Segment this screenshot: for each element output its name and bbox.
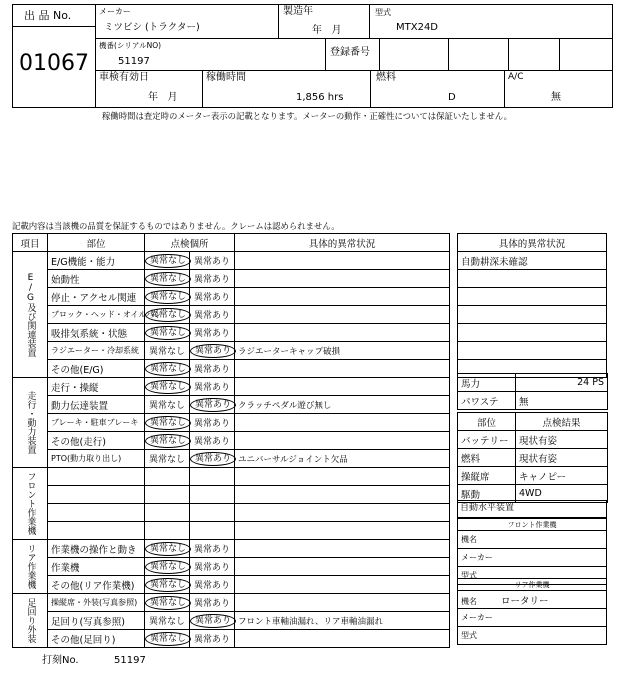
row-detail bbox=[235, 522, 450, 540]
normal-mark: 異常なし bbox=[148, 617, 185, 627]
rear-implement-table bbox=[457, 578, 607, 645]
inspection-suffix: 年 月 bbox=[148, 92, 178, 103]
normal-mark: 異常なし bbox=[145, 416, 191, 430]
abnormal-mark: 異常あり bbox=[194, 437, 231, 447]
abnormal-cell bbox=[190, 324, 235, 342]
inspect-header-part: 部位 bbox=[458, 413, 516, 431]
row-part: E/G機能・能力 bbox=[48, 252, 145, 270]
row-part: ブロック・ヘッド・オイルパン bbox=[48, 306, 145, 324]
section-name: リア作業機 bbox=[25, 544, 36, 589]
power-label: 馬力 bbox=[458, 374, 516, 392]
normal-cell bbox=[145, 432, 190, 450]
power-steering-value: 無 bbox=[516, 392, 608, 410]
row-part: PTO(動力取り出し) bbox=[48, 450, 145, 468]
normal-cell bbox=[145, 252, 190, 270]
lot-number: 01067 bbox=[19, 51, 89, 76]
abnormal-cell bbox=[190, 252, 235, 270]
disclaimer: 記載内容は当該機の品質を保証するものではありません。クレームは認められません。 bbox=[12, 221, 340, 231]
table-row bbox=[13, 450, 450, 468]
abnormal-line-row bbox=[458, 342, 607, 360]
table-row bbox=[13, 360, 450, 378]
inspect-part: 操縦席 bbox=[458, 467, 516, 485]
normal-cell bbox=[145, 360, 190, 378]
power-table bbox=[457, 373, 608, 410]
normal-cell bbox=[145, 630, 190, 648]
abnormal-cell bbox=[190, 486, 235, 504]
row-detail: ユニバーサルジョイント欠品 bbox=[235, 450, 450, 468]
implement-row bbox=[458, 549, 607, 567]
row-part: 吸排気系統・状態 bbox=[48, 324, 145, 342]
section-label bbox=[13, 594, 48, 648]
model-value: MTX24D bbox=[396, 22, 439, 33]
normal-cell bbox=[145, 288, 190, 306]
row-part: 作業機の操作と動き bbox=[48, 540, 145, 558]
inspect-result: キャノピー bbox=[516, 467, 608, 485]
table-row bbox=[13, 378, 450, 396]
front-implement-table bbox=[457, 518, 607, 585]
row-detail bbox=[235, 540, 450, 558]
normal-cell bbox=[145, 558, 190, 576]
power-value: 24 PS bbox=[516, 374, 608, 392]
abnormal-mark: 異常あり bbox=[190, 452, 236, 466]
inspect-part: バッテリー bbox=[458, 431, 516, 449]
section-name: 足回り外装 bbox=[25, 598, 36, 643]
maker-value: ミツビシ (トラクター) bbox=[104, 22, 200, 33]
abnormal-line bbox=[458, 288, 607, 306]
normal-mark: 異常なし bbox=[145, 542, 191, 556]
abnormal-line bbox=[458, 306, 607, 324]
table-row bbox=[13, 540, 450, 558]
row-part: 作業機 bbox=[48, 558, 145, 576]
stamp-value: 51197 bbox=[114, 655, 146, 666]
section-name: フロント作業機 bbox=[25, 472, 36, 535]
abnormal-cell bbox=[190, 396, 235, 414]
table-row bbox=[13, 468, 450, 486]
normal-mark: 異常なし bbox=[145, 254, 191, 268]
row-detail bbox=[235, 486, 450, 504]
normal-cell bbox=[145, 468, 190, 486]
abnormal-cell bbox=[190, 630, 235, 648]
row-detail bbox=[235, 504, 450, 522]
inspection-result-table bbox=[457, 412, 608, 503]
hours-label: 稼働時間 bbox=[206, 72, 246, 83]
abnormal-mark: 異常あり bbox=[190, 398, 236, 412]
table-header-row bbox=[13, 234, 450, 252]
abnormal-line-row bbox=[458, 324, 607, 342]
front-header: フロント作業機 bbox=[458, 519, 607, 531]
abnormal-mark: 異常あり bbox=[190, 344, 236, 358]
implement-cell bbox=[458, 591, 607, 609]
row-part: ブレーキ・駐車ブレーキ bbox=[48, 414, 145, 432]
section-label bbox=[13, 252, 48, 378]
implement-label: 機名 bbox=[461, 596, 477, 606]
abnormal-cell bbox=[190, 450, 235, 468]
normal-mark: 異常なし bbox=[145, 434, 191, 448]
row-detail bbox=[235, 378, 450, 396]
table-row bbox=[13, 342, 450, 360]
row-detail bbox=[235, 324, 450, 342]
section-label bbox=[13, 540, 48, 594]
row-part: 停止・アクセル関連 bbox=[48, 288, 145, 306]
row-part: 動力伝達装置 bbox=[48, 396, 145, 414]
normal-cell bbox=[145, 396, 190, 414]
row-detail bbox=[235, 576, 450, 594]
auto-level-label: 自動水平装置 bbox=[460, 503, 515, 513]
implement-cell bbox=[458, 609, 607, 627]
row-detail bbox=[235, 630, 450, 648]
row-part: その他(E/G) bbox=[48, 360, 145, 378]
abnormal-line bbox=[458, 324, 607, 342]
abnormal-mark: 異常あり bbox=[194, 581, 231, 591]
abnormal-cell bbox=[190, 594, 235, 612]
normal-cell bbox=[145, 450, 190, 468]
normal-cell bbox=[145, 576, 190, 594]
table-row bbox=[13, 594, 450, 612]
abnormal-cell bbox=[190, 612, 235, 630]
normal-cell bbox=[145, 306, 190, 324]
normal-mark: 異常なし bbox=[145, 560, 191, 574]
normal-mark: 異常なし bbox=[145, 578, 191, 592]
year-label: 製造年 bbox=[283, 6, 313, 17]
normal-cell bbox=[145, 540, 190, 558]
abnormal-cell bbox=[190, 432, 235, 450]
abnormal-cell bbox=[190, 360, 235, 378]
rear-header: リア作業機 bbox=[458, 579, 607, 591]
table-row bbox=[13, 432, 450, 450]
abnormal-cell bbox=[190, 504, 235, 522]
inspect-header-result: 点検結果 bbox=[516, 413, 608, 431]
normal-mark: 異常なし bbox=[145, 290, 191, 304]
abnormal-cell bbox=[190, 378, 235, 396]
implement-cell bbox=[458, 627, 607, 645]
table-row bbox=[13, 306, 450, 324]
row-part: 操縦席・外装(写真参照) bbox=[48, 594, 145, 612]
inspection-table bbox=[12, 233, 450, 648]
year-suffix: 年 月 bbox=[312, 25, 342, 36]
implement-cell bbox=[458, 549, 607, 567]
abnormal-mark: 異常あり bbox=[194, 563, 231, 573]
row-detail bbox=[235, 306, 450, 324]
inspect-part: 駆動 bbox=[458, 485, 516, 503]
implement-cell bbox=[458, 531, 607, 549]
serial-value: 51197 bbox=[118, 56, 150, 67]
abnormal-cell bbox=[190, 558, 235, 576]
abnormal-cell bbox=[190, 522, 235, 540]
normal-mark: 異常なし bbox=[145, 596, 191, 610]
row-part bbox=[48, 504, 145, 522]
abnormal-line bbox=[458, 270, 607, 288]
row-detail bbox=[235, 468, 450, 486]
row-part bbox=[48, 468, 145, 486]
abnormal-mark: 異常あり bbox=[194, 545, 231, 555]
implement-row bbox=[458, 531, 607, 549]
normal-cell bbox=[145, 324, 190, 342]
abnormal-line-row bbox=[458, 288, 607, 306]
normal-mark: 異常なし bbox=[145, 308, 191, 322]
normal-mark: 異常なし bbox=[145, 272, 191, 286]
abnormal-mark: 異常あり bbox=[194, 329, 231, 339]
abnormal-mark: 異常あり bbox=[194, 419, 231, 429]
row-detail: フロント車軸油漏れ、リア車軸油漏れ bbox=[235, 612, 450, 630]
table-row bbox=[13, 522, 450, 540]
implement-row bbox=[458, 591, 607, 609]
normal-mark: 異常なし bbox=[145, 632, 191, 646]
normal-mark: 異常なし bbox=[148, 455, 185, 465]
abnormal-mark: 異常あり bbox=[194, 383, 231, 393]
normal-cell bbox=[145, 378, 190, 396]
row-detail bbox=[235, 414, 450, 432]
model-label: 型式 bbox=[375, 8, 391, 17]
row-detail bbox=[235, 432, 450, 450]
table-row bbox=[13, 558, 450, 576]
abnormal-line-row bbox=[458, 306, 607, 324]
ac-label: A/C bbox=[508, 72, 524, 82]
implement-value: ロータリー bbox=[501, 595, 549, 607]
abnormal-detail-table bbox=[457, 233, 607, 378]
hours-value: 1,856 hrs bbox=[296, 92, 344, 103]
inspect-row bbox=[458, 449, 608, 467]
power-steering-label: パワステ bbox=[458, 392, 516, 410]
normal-mark: 異常なし bbox=[148, 347, 185, 357]
normal-cell bbox=[145, 612, 190, 630]
table-row bbox=[13, 630, 450, 648]
table-row bbox=[13, 396, 450, 414]
abnormal-mark: 異常あり bbox=[194, 257, 231, 267]
abnormal-line-row bbox=[458, 270, 607, 288]
table-row bbox=[13, 270, 450, 288]
header-check: 点検個所 bbox=[145, 234, 235, 252]
header-part: 部位 bbox=[48, 234, 145, 252]
header-item: 項目 bbox=[13, 234, 48, 252]
row-part: その他(リア作業機) bbox=[48, 576, 145, 594]
abnormal-mark: 異常あり bbox=[194, 635, 231, 645]
abnormal-line bbox=[458, 342, 607, 360]
normal-cell bbox=[145, 486, 190, 504]
abnormal-mark: 異常あり bbox=[194, 293, 231, 303]
inspect-row bbox=[458, 467, 608, 485]
row-part: 走行・操縦 bbox=[48, 378, 145, 396]
inspect-result: 4WD bbox=[516, 485, 608, 503]
normal-cell bbox=[145, 414, 190, 432]
implement-label: 機名 bbox=[461, 535, 477, 544]
abnormal-mark: 異常あり bbox=[194, 599, 231, 609]
row-part bbox=[48, 486, 145, 504]
row-part: 足回り(写真参照) bbox=[48, 612, 145, 630]
table-row bbox=[13, 612, 450, 630]
row-detail bbox=[235, 288, 450, 306]
row-part bbox=[48, 522, 145, 540]
abnormal-header: 具体的異常状況 bbox=[458, 234, 607, 252]
abnormal-cell bbox=[190, 288, 235, 306]
table-row bbox=[13, 288, 450, 306]
stamp-label: 打刻No. bbox=[42, 655, 79, 666]
registration-label: 登録番号 bbox=[330, 47, 370, 58]
row-detail bbox=[235, 270, 450, 288]
table-row bbox=[13, 486, 450, 504]
row-detail bbox=[235, 558, 450, 576]
abnormal-cell bbox=[190, 576, 235, 594]
table-row bbox=[13, 504, 450, 522]
abnormal-line-row bbox=[458, 252, 607, 270]
row-detail: クラッチペダル遊び無し bbox=[235, 396, 450, 414]
normal-cell bbox=[145, 594, 190, 612]
abnormal-cell bbox=[190, 468, 235, 486]
serial-label: 機番(シリアルNO) bbox=[99, 41, 162, 50]
normal-mark: 異常なし bbox=[145, 362, 191, 376]
row-part: その他(走行) bbox=[48, 432, 145, 450]
maker-label: メーカー bbox=[99, 7, 131, 16]
implement-label: 型式 bbox=[461, 571, 477, 580]
normal-cell bbox=[145, 270, 190, 288]
normal-cell bbox=[145, 504, 190, 522]
hours-note: 稼働時間は査定時のメーター表示の記載となります。メーターの動作・正確性については保証いたしません。 bbox=[102, 111, 513, 121]
lot-label: 出 品 No. bbox=[24, 9, 72, 22]
section-name: E/G及び関連装置 bbox=[25, 272, 36, 357]
table-row bbox=[13, 324, 450, 342]
row-detail: ラジエーターキャップ破損 bbox=[235, 342, 450, 360]
row-detail bbox=[235, 594, 450, 612]
implement-label: メーカー bbox=[461, 613, 493, 622]
implement-label: メーカー bbox=[461, 553, 493, 562]
row-detail bbox=[235, 252, 450, 270]
abnormal-cell bbox=[190, 306, 235, 324]
header-detail: 具体的異常状況 bbox=[235, 234, 450, 252]
abnormal-line: 自動耕深未確認 bbox=[458, 252, 607, 270]
implement-label: 型式 bbox=[461, 631, 477, 640]
table-row bbox=[13, 414, 450, 432]
normal-mark: 異常なし bbox=[145, 326, 191, 340]
row-detail bbox=[235, 360, 450, 378]
normal-mark: 異常なし bbox=[145, 380, 191, 394]
section-label bbox=[13, 468, 48, 540]
abnormal-cell bbox=[190, 540, 235, 558]
inspect-result: 現状有姿 bbox=[516, 431, 608, 449]
fuel-value: D bbox=[448, 92, 456, 103]
inspection-label: 車検有効日 bbox=[99, 72, 149, 83]
implement-row bbox=[458, 627, 607, 645]
normal-cell bbox=[145, 522, 190, 540]
abnormal-cell bbox=[190, 270, 235, 288]
abnormal-cell bbox=[190, 414, 235, 432]
inspect-result: 現状有姿 bbox=[516, 449, 608, 467]
abnormal-mark: 異常あり bbox=[194, 275, 231, 285]
section-name: 走行・動力装置 bbox=[25, 391, 36, 454]
inspect-row bbox=[458, 431, 608, 449]
row-part: その他(足回り) bbox=[48, 630, 145, 648]
implement-row bbox=[458, 609, 607, 627]
normal-cell bbox=[145, 342, 190, 360]
abnormal-mark: 異常あり bbox=[190, 614, 236, 628]
ac-value: 無 bbox=[551, 92, 561, 103]
row-part: ラジエーター・冷却系統 bbox=[48, 342, 145, 360]
fuel-label: 燃料 bbox=[376, 72, 396, 83]
abnormal-mark: 異常あり bbox=[194, 365, 231, 375]
inspect-part: 燃料 bbox=[458, 449, 516, 467]
row-part: 始動性 bbox=[48, 270, 145, 288]
section-label bbox=[13, 378, 48, 468]
normal-mark: 異常なし bbox=[148, 401, 185, 411]
abnormal-cell bbox=[190, 342, 235, 360]
table-row bbox=[13, 576, 450, 594]
table-row bbox=[13, 252, 450, 270]
abnormal-mark: 異常あり bbox=[194, 311, 231, 321]
